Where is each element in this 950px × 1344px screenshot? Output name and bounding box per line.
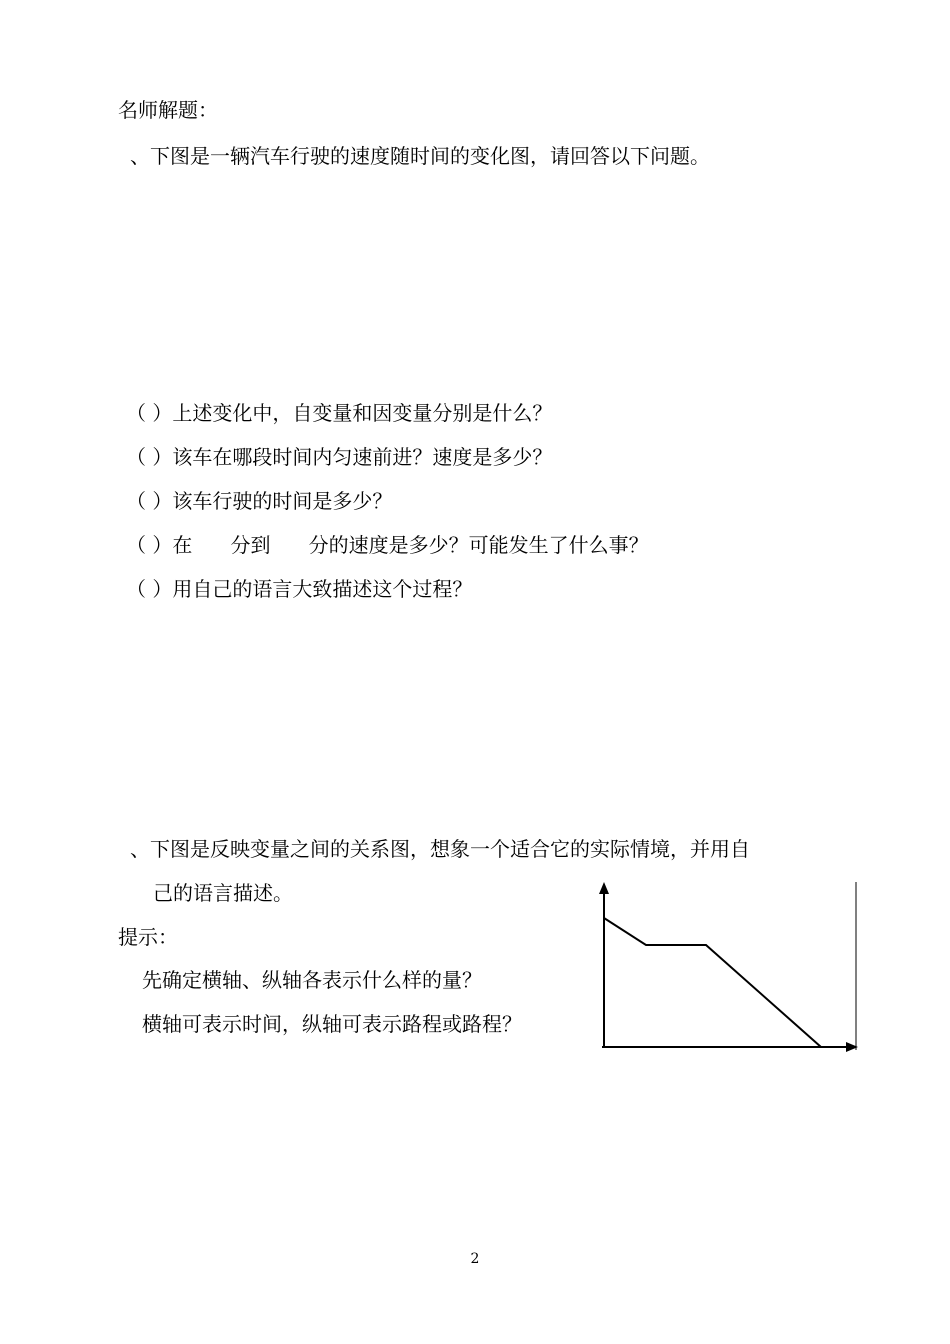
- question-1-sub-1: （ ）上述变化中，自变量和因变量分别是什么？: [126, 401, 553, 425]
- question-1-intro: 、下图是一辆汽车行驶的速度随时间的变化图，请回答以下问题。: [130, 144, 710, 168]
- section-heading: 名师解题：: [118, 98, 218, 122]
- hint-2: 横轴可表示时间，纵轴可表示路程或路程？: [142, 1012, 522, 1036]
- question-1-sub-4: （ ）在 分到 分的速度是多少？可能发生了什么事？: [126, 533, 649, 557]
- hint-1: 先确定横轴、纵轴各表示什么样的量？: [142, 968, 482, 992]
- question-1-sub-2: （ ）该车在哪段时间内匀速前进？速度是多少？: [126, 445, 553, 469]
- question-2-line-1: 、下图是反映变量之间的关系图，想象一个适合它的实际情境，并用自: [130, 837, 750, 861]
- hint-label: 提示：: [118, 925, 178, 949]
- page-number: 2: [470, 1251, 480, 1267]
- question-2-line-2: 己的语言描述。: [153, 881, 293, 905]
- graph-line: [604, 918, 821, 1047]
- y-axis-arrow: [599, 882, 609, 894]
- relationship-graph: [580, 870, 870, 1070]
- question-1-sub-3: （ ）该车行驶的时间是多少？: [126, 489, 393, 513]
- question-1-sub-5: （ ）用自己的语言大致描述这个过程？: [126, 577, 473, 601]
